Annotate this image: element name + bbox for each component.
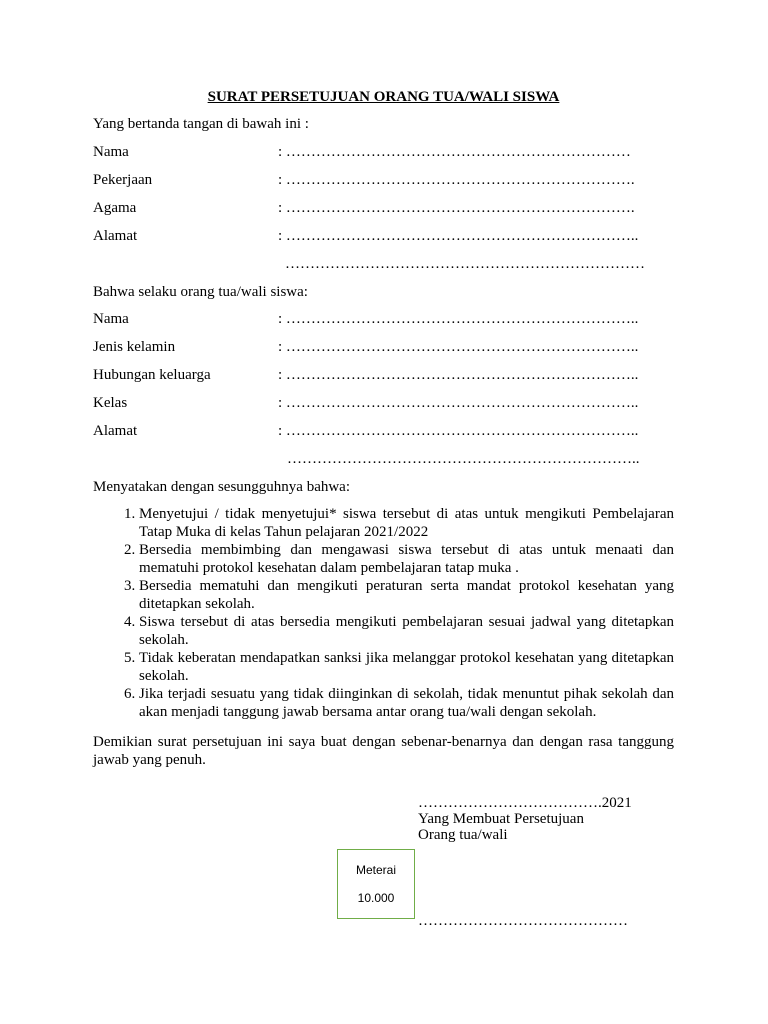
field-blank: : …………………………………………………………….. [278,395,639,411]
field-label: Pekerjaan [93,172,153,188]
signature-line: …………………………………… [418,913,628,929]
field-label: Jenis kelamin [93,339,176,355]
field-blank: : …………………………………………………………….. [278,423,639,439]
field-blank: : …………………………………………………………….. [278,339,639,355]
field-blank: : …………………………………………………………… [278,144,631,160]
statement-list [93,505,674,721]
list-item: 5. Tidak keberatan mendapatkan sanksi jika melanggar protokol kesehatan yang ditetapkan sekolah. [139,649,674,685]
field-blank: : …………………………………………………………….. [278,367,639,383]
student-intro-text: Bahwa selaku orang tua/wali siswa: [93,284,308,300]
signer-title: Yang Membuat Persetujuan [418,811,584,827]
stamp-value: 10.000 [357,891,395,905]
field-blank: : …………………………………………………………….. [278,311,639,327]
stamp-duty-box [337,849,415,919]
intro-text: Yang bertanda tangan di bawah ini : [93,116,309,132]
document-title: SURAT PERSETUJUAN ORANG TUA/WALI SISWA [207,89,560,105]
list-item: 6. Jika terjadi sesuatu yang tidak diinginkan di sekolah, tidak menuntut pihak sekolah dan akan menjadi tanggung jawab bersama antar orang tua/wali dengan sekolah. [139,685,674,721]
stamp-label: Meterai [355,863,396,877]
field-label: Alamat [93,423,138,439]
field-label: Hubungan keluarga [93,367,211,383]
parent-address-continuation: ……………………………………………………………… [285,256,645,272]
field-label: Alamat [93,228,138,244]
field-label: Agama [93,200,137,216]
date-line: ……………………………….2021 [418,795,632,811]
field-blank: : …………………………………………………………….. [278,228,639,244]
list-item: 4. Siswa tersebut di atas bersedia mengikuti pembelajaran sesuai jadwal yang ditetapkan sekolah. [139,613,674,649]
signature-block [418,795,632,843]
field-blank: : ……………………………………………………………. [278,200,635,216]
list-item: 2. Bersedia membimbing dan mengawasi siswa tersebut di atas untuk menaati dan mematuhi protokol kesehatan dalam pembelajaran tatap muka . [139,541,674,577]
field-blank: : ……………………………………………………………. [278,172,635,188]
signer-role: Orang tua/wali [418,827,508,843]
list-item: 1. Menyetujui / tidak menyetujui* siswa tersebut di atas untuk mengikuti Pembelajaran Tatap Muka di kelas Tahun pelajaran 2021/2022 [139,505,674,541]
closing-paragraph: Demikian surat persetujuan ini saya buat dengan sebenar-benarnya dan dengan rasa tanggung jawab yang penuh. [93,734,674,768]
field-label: Kelas [93,395,128,411]
list-item: 3. Bersedia mematuhi dan mengikuti peraturan serta mandat protokol kesehatan yang ditetapkan sekolah. [139,577,674,613]
field-label: Nama [93,144,129,160]
student-address-continuation: …………………………………………………………….. [287,451,640,467]
statement-intro-text: Menyatakan dengan sesungguhnya bahwa: [93,479,351,495]
field-label: Nama [93,311,129,327]
